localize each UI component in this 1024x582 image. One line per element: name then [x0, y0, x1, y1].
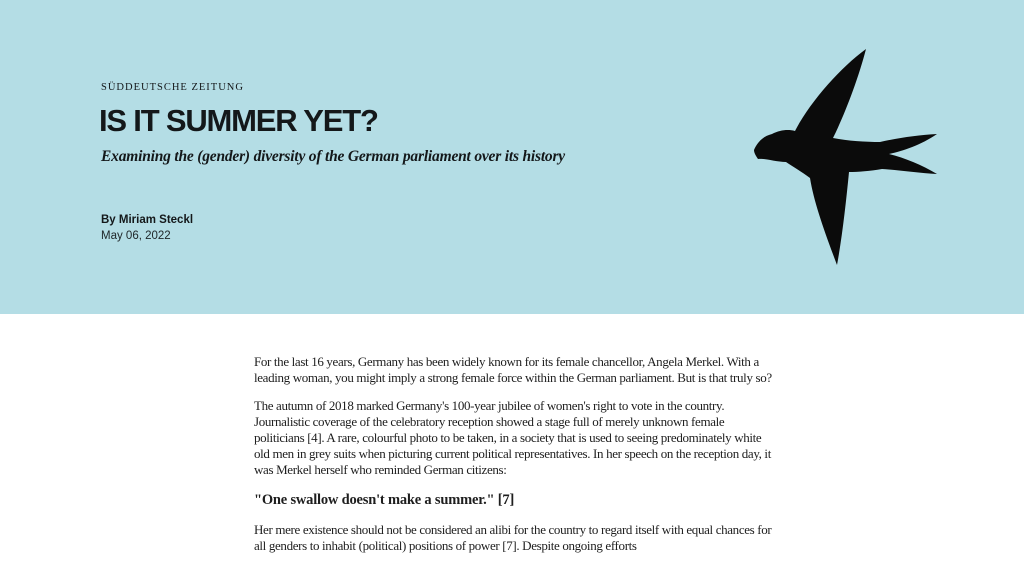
pull-quote: "One swallow doesn't make a summer." [7]	[254, 492, 515, 508]
publish-date: May 06, 2022	[101, 230, 171, 242]
paragraph-closing: Her mere existence should not be considered an alibi for the country to regard itself with equal chances for all genders to inhabit (political) positions of power [7]. Despite ongoing efforts	[254, 522, 772, 553]
article-title: IS IT SUMMER YET?	[99, 103, 378, 138]
article-text-column	[254, 354, 772, 566]
publication-name: SÜDDEUTSCHE ZEITUNG	[101, 82, 244, 93]
paragraph-jubilee: The autumn of 2018 marked Germany's 100-year jubilee of women's right to vote in the country. Journalistic coverage of the celebratory reception showed a stage full of merely unknown female politicians [4]. A rare, colourful photo to be taken, in a society that is used to seeing predominately white old men in grey suits when picturing current political representatives. In her speech on the reception day, it was Merkel herself who reminded German citizens:	[254, 398, 771, 477]
author-byline: By Miriam Steckl	[101, 214, 194, 226]
article-subtitle: Examining the (gender) diversity of the German parliament over its history	[101, 148, 565, 165]
swallow-icon	[748, 38, 943, 273]
paragraph-intro: For the last 16 years, Germany has been widely known for its female chancellor, Angela Merkel. With a leading woman, you might imply a strong female force within the German parliament. But is that truly so?	[254, 354, 772, 385]
